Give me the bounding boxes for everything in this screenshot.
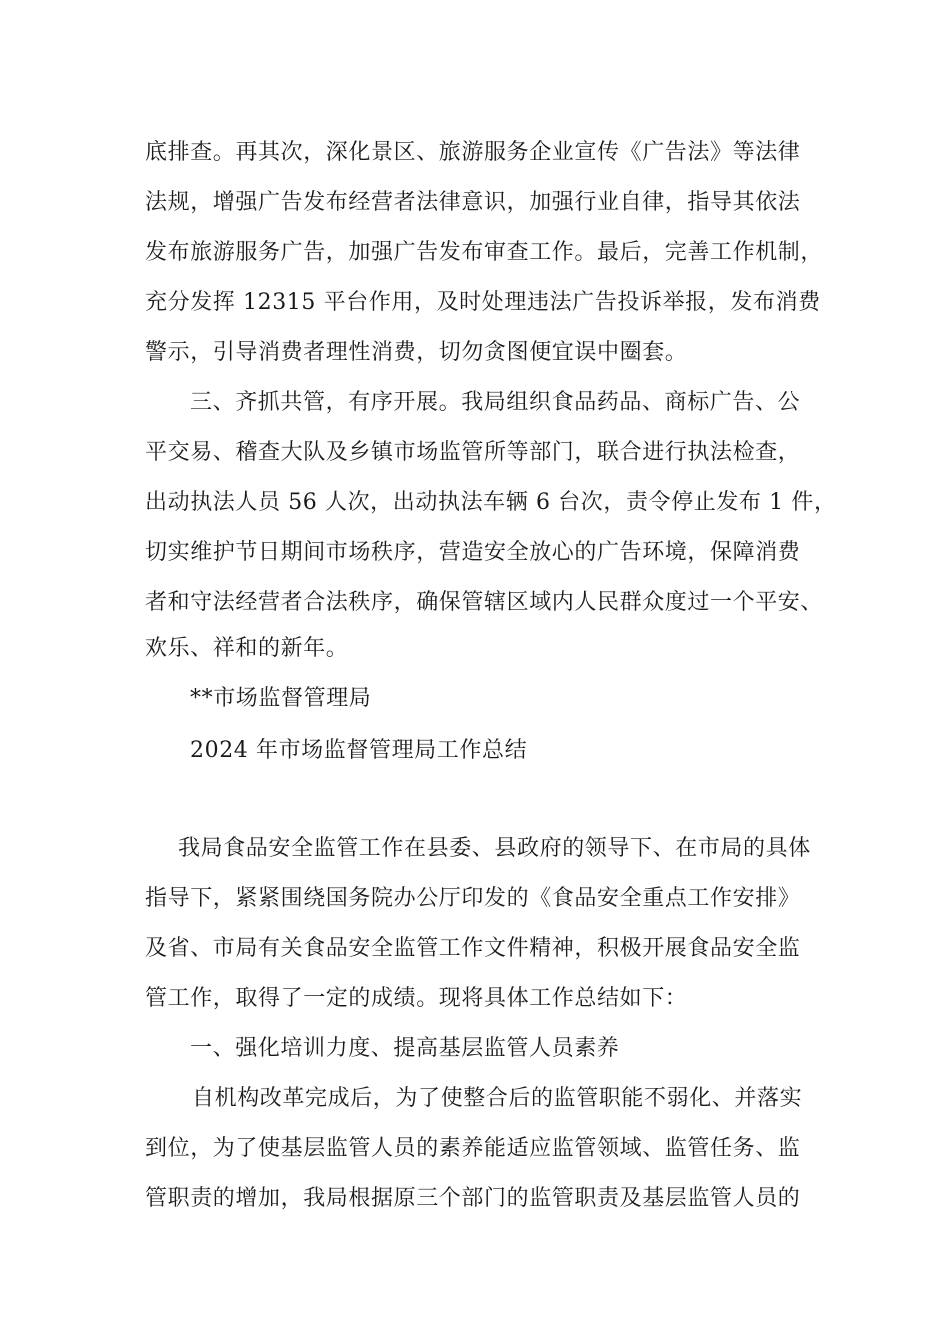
paragraph-line: 出动执法人员 56 人次，出动执法车辆 6 台次，责令停止发布 1 件， <box>145 490 837 515</box>
signature: **市场监督管理局 <box>190 686 372 711</box>
section-heading: 一、强化培训力度、提高基层监管人员素养 <box>190 1036 620 1061</box>
paragraph-line: 法规，增强广告发布经营者法律意识，加强行业自律，指导其依法 <box>145 190 801 215</box>
paragraph-line: 三、齐抓共管，有序开展。我局组织食品药品、商标广告、公 <box>190 390 801 415</box>
paragraph-line: 管工作，取得了一定的成绩。现将具体工作总结如下： <box>145 986 688 1011</box>
paragraph-line: 切实维护节日期间市场秩序，营造安全放心的广告环境，保障消费 <box>145 540 801 565</box>
paragraph-line: 自机构改革完成后，为了使整合后的监管职能不弱化、并落实 <box>192 1086 803 1111</box>
paragraph-line: 管职责的增加，我局根据原三个部门的监管职责及基层监管人员的 <box>145 1186 801 1211</box>
document-title: 2024 年市场监督管理局工作总结 <box>190 738 528 763</box>
paragraph-line: 发布旅游服务广告，加强广告发布审查工作。最后，完善工作机制， <box>145 240 824 265</box>
paragraph-line: 我局食品安全监管工作在县委、县政府的领导下、在市局的具体 <box>178 836 811 861</box>
paragraph-line: 充分发挥 12315 平台作用，及时处理违法广告投诉举报，发布消费 <box>145 290 821 315</box>
paragraph-line: 到位，为了使基层监管人员的素养能适应监管领域、监管任务、监 <box>145 1136 801 1161</box>
paragraph-line: 指导下，紧紧围绕国务院办公厅印发的《食品安全重点工作安排》 <box>145 886 801 911</box>
paragraph-line: 者和守法经营者合法秩序，确保管辖区域内人民群众度过一个平安、 <box>145 590 824 615</box>
paragraph-line: 底排查。再其次，深化景区、旅游服务企业宣传《广告法》等法律 <box>145 140 801 165</box>
paragraph-line: 平交易、稽查大队及乡镇市场监管所等部门，联合进行执法检查， <box>145 440 801 465</box>
paragraph-line: 及省、市局有关食品安全监管工作文件精神，积极开展食品安全监 <box>145 936 801 961</box>
paragraph-line: 警示，引导消费者理性消费，切勿贪图便宜误中圈套。 <box>145 340 688 365</box>
paragraph-line: 欢乐、祥和的新年。 <box>145 636 349 661</box>
